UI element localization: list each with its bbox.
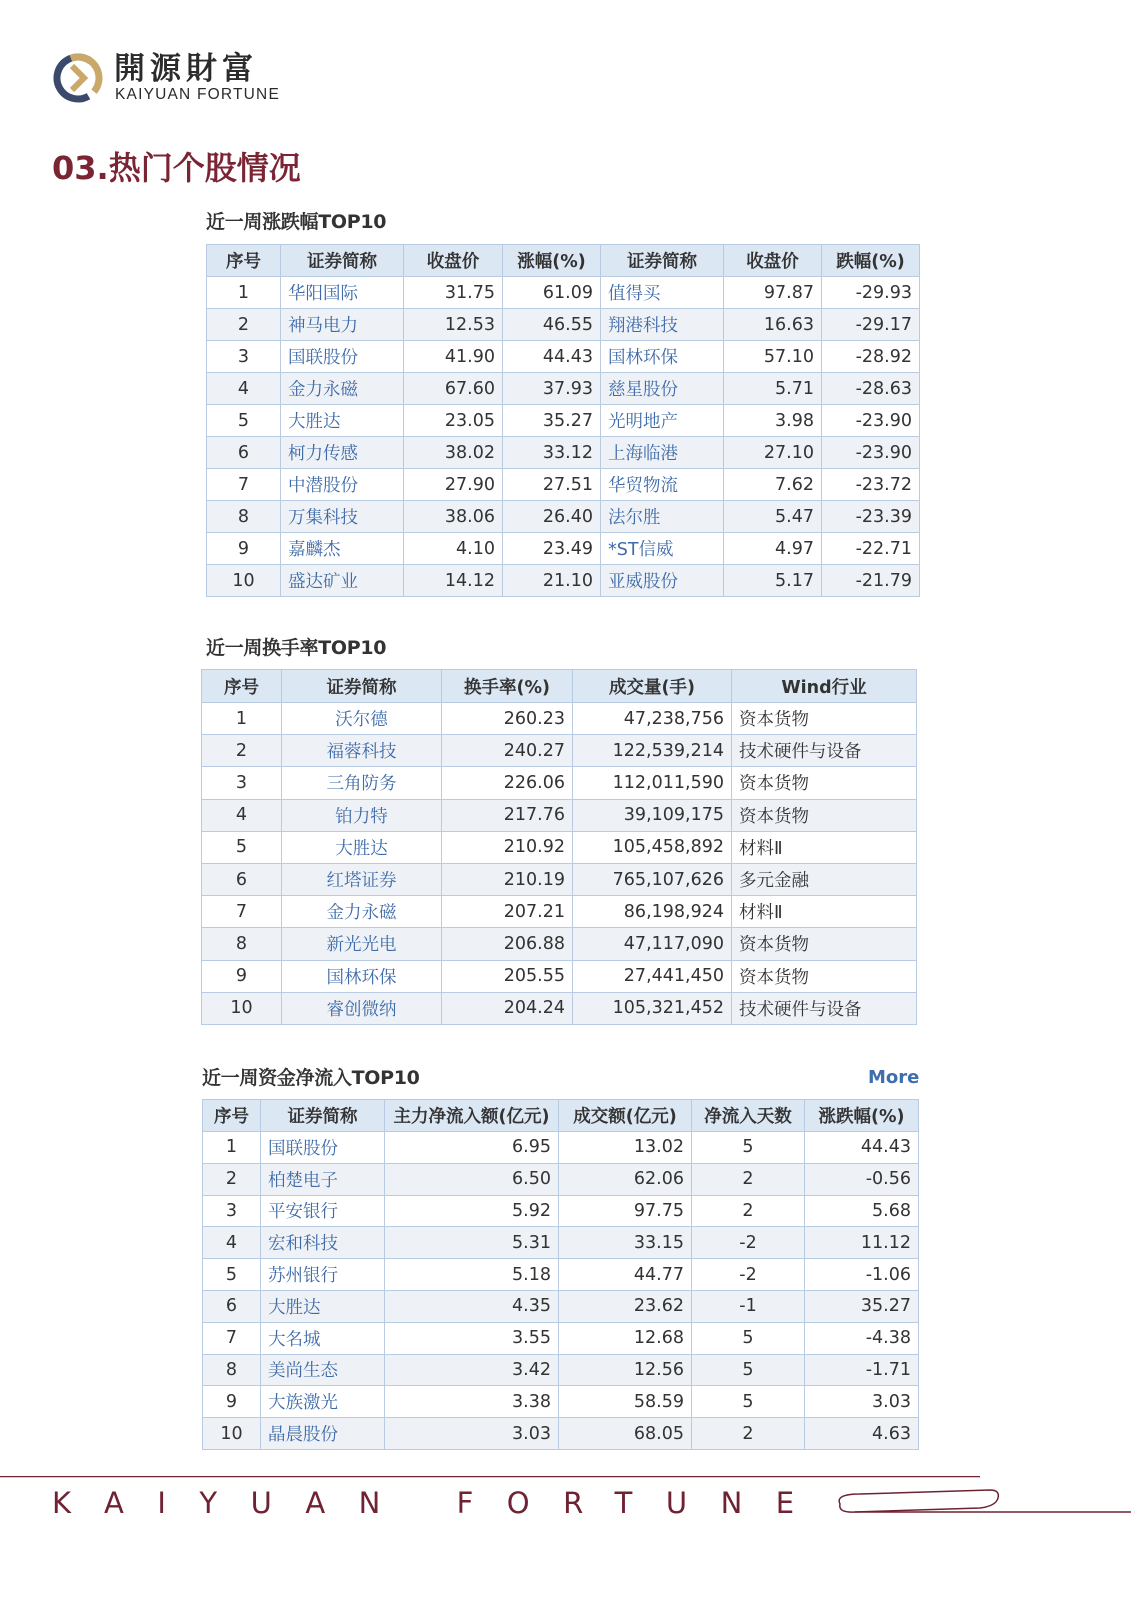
table-cell: 技术硬件与设备 — [732, 992, 917, 1024]
stock-name-link[interactable]: 大名城 — [261, 1322, 385, 1354]
table-net-inflow — [202, 1099, 919, 1450]
table-cell: 2 — [692, 1195, 805, 1227]
table-cell: 765,107,626 — [573, 863, 732, 895]
table-row — [203, 1354, 919, 1386]
table-cell: 5.18 — [385, 1259, 559, 1291]
stock-name-link[interactable]: 福蓉科技 — [282, 735, 442, 767]
table-cell: 204.24 — [442, 992, 573, 1024]
brand-name-cn: 開源財富 — [114, 51, 258, 87]
table-cell: 4 — [207, 373, 281, 405]
table-row — [203, 1418, 919, 1450]
table-cell: -28.63 — [822, 373, 920, 405]
table-cell: -23.90 — [822, 437, 920, 469]
table-cell: 3 — [203, 1195, 261, 1227]
table-cell: 105,458,892 — [573, 831, 732, 863]
table-cell: 3.38 — [385, 1386, 559, 1418]
table-cell: -0.56 — [805, 1163, 919, 1195]
table-cell: 10 — [207, 565, 281, 597]
table-cell: 3.55 — [385, 1322, 559, 1354]
column-header: 证券简称 — [282, 670, 442, 703]
stock-name-link[interactable]: 大胜达 — [282, 831, 442, 863]
stock-name-link[interactable]: 美尚生态 — [261, 1354, 385, 1386]
kaiyuan-logo-icon — [52, 52, 104, 104]
stock-name-link[interactable]: 沃尔德 — [282, 703, 442, 735]
column-header: 收盘价 — [404, 245, 503, 277]
table-cell: 7 — [202, 896, 282, 928]
column-header: 跌幅(%) — [822, 245, 920, 277]
table-cell: -29.17 — [822, 309, 920, 341]
stock-name-link[interactable]: 华贸物流 — [601, 469, 724, 501]
stock-name-link[interactable]: 上海临港 — [601, 437, 724, 469]
table-cell: 4.63 — [805, 1418, 919, 1450]
table-cell: 13.02 — [559, 1132, 692, 1164]
table-cell: 57.10 — [724, 341, 822, 373]
table-row — [202, 992, 917, 1024]
table-cell: 5 — [207, 405, 281, 437]
brand-logo — [52, 52, 312, 108]
section-title-turnover: 近一周换手率TOP10 — [206, 637, 387, 659]
table-cell: 46.55 — [503, 309, 601, 341]
table-cell: 35.27 — [805, 1290, 919, 1322]
stock-name-link[interactable]: 国联股份 — [261, 1132, 385, 1164]
table-row — [203, 1163, 919, 1195]
table-cell: 3 — [207, 341, 281, 373]
table-cell: 5.71 — [724, 373, 822, 405]
column-header: Wind行业 — [732, 670, 917, 703]
table-cell: 112,011,590 — [573, 767, 732, 799]
table-cell: 240.27 — [442, 735, 573, 767]
table-cell: 38.02 — [404, 437, 503, 469]
table-row — [202, 703, 917, 735]
table-cell: 9 — [203, 1386, 261, 1418]
stock-name-link[interactable]: 翔港科技 — [601, 309, 724, 341]
stock-name-link[interactable]: 亚威股份 — [601, 565, 724, 597]
stock-name-link[interactable]: 铂力特 — [282, 799, 442, 831]
more-link[interactable]: More — [868, 1067, 920, 1088]
table-cell: 5.47 — [724, 501, 822, 533]
table-cell: 5 — [692, 1322, 805, 1354]
table-cell: 47,238,756 — [573, 703, 732, 735]
table-cell: 58.59 — [559, 1386, 692, 1418]
table-row — [203, 1195, 919, 1227]
brand-name-en: KAIYUAN FORTUNE — [115, 86, 280, 103]
table-cell: 27,441,450 — [573, 960, 732, 992]
stock-name-link[interactable]: 晶晨股份 — [261, 1418, 385, 1450]
stock-name-link[interactable]: 金力永磁 — [282, 896, 442, 928]
table-cell: 3.98 — [724, 405, 822, 437]
table-cell: 5.31 — [385, 1227, 559, 1259]
table-cell: -1 — [692, 1290, 805, 1322]
table-cell: -23.72 — [822, 469, 920, 501]
stock-name-link[interactable]: 新光光电 — [282, 928, 442, 960]
table-cell: 31.75 — [404, 277, 503, 309]
table-cell: 27.10 — [724, 437, 822, 469]
stock-name-link[interactable]: 宏和科技 — [261, 1227, 385, 1259]
column-header: 序号 — [202, 670, 282, 703]
table-row — [207, 277, 920, 309]
table-row — [202, 767, 917, 799]
table-cell: 23.49 — [503, 533, 601, 565]
table-cell: 5 — [692, 1386, 805, 1418]
table-cell: 多元金融 — [732, 863, 917, 895]
table-cell: 6 — [203, 1290, 261, 1322]
stock-name-link[interactable]: 嘉麟杰 — [281, 533, 404, 565]
table-cell: 材料Ⅱ — [732, 896, 917, 928]
table-row — [207, 373, 920, 405]
table-cell: 217.76 — [442, 799, 573, 831]
table-cell: 5.92 — [385, 1195, 559, 1227]
stock-name-link[interactable]: 苏州银行 — [261, 1259, 385, 1291]
table-row — [203, 1322, 919, 1354]
table-header-row — [202, 670, 917, 703]
table-cell: 资本货物 — [732, 960, 917, 992]
table-cell: 6.50 — [385, 1163, 559, 1195]
table-cell: 206.88 — [442, 928, 573, 960]
stock-name-link[interactable]: 慈星股份 — [601, 373, 724, 405]
table-cell: 3 — [202, 767, 282, 799]
table-cell: 7.62 — [724, 469, 822, 501]
table-cell: 7 — [207, 469, 281, 501]
table-cell: 9 — [207, 533, 281, 565]
table-cell: 3.03 — [805, 1386, 919, 1418]
stock-name-link[interactable]: 三角防务 — [282, 767, 442, 799]
table-cell: 3.03 — [385, 1418, 559, 1450]
table-row — [202, 831, 917, 863]
table-cell: 210.92 — [442, 831, 573, 863]
table-cell: 8 — [203, 1354, 261, 1386]
table-cell: 资本货物 — [732, 767, 917, 799]
table-cell: 86,198,924 — [573, 896, 732, 928]
table-row — [207, 469, 920, 501]
table-row — [203, 1386, 919, 1418]
table-cell: 6.95 — [385, 1132, 559, 1164]
table-header-row — [203, 1100, 919, 1132]
table-cell: 33.15 — [559, 1227, 692, 1259]
table-cell: 4 — [202, 799, 282, 831]
table-cell: 4.97 — [724, 533, 822, 565]
table-cell: 技术硬件与设备 — [732, 735, 917, 767]
stock-name-link[interactable]: 国林环保 — [601, 341, 724, 373]
table-row — [207, 437, 920, 469]
column-header: 证券简称 — [601, 245, 724, 277]
table-cell: 39,109,175 — [573, 799, 732, 831]
table-cell: 210.19 — [442, 863, 573, 895]
stock-name-link[interactable]: 平安银行 — [261, 1195, 385, 1227]
stock-name-link[interactable]: 华阳国际 — [281, 277, 404, 309]
table-cell: 2 — [207, 309, 281, 341]
table-cell: 8 — [207, 501, 281, 533]
table-cell: 4 — [203, 1227, 261, 1259]
table-row — [203, 1132, 919, 1164]
column-header: 证券简称 — [261, 1100, 385, 1132]
stock-name-link[interactable]: 国联股份 — [281, 341, 404, 373]
section-title-net-inflow: 近一周资金净流入TOP10 — [202, 1067, 420, 1089]
table-row — [207, 501, 920, 533]
table-cell: 61.09 — [503, 277, 601, 309]
table-cell: 12.53 — [404, 309, 503, 341]
stock-name-link[interactable]: 光明地产 — [601, 405, 724, 437]
table-cell: 27.90 — [404, 469, 503, 501]
table-cell: 2 — [692, 1163, 805, 1195]
table-cell: -21.79 — [822, 565, 920, 597]
table-row — [202, 735, 917, 767]
table-cell: 207.21 — [442, 896, 573, 928]
table-turnover — [201, 669, 917, 1025]
table-cell: 41.90 — [404, 341, 503, 373]
stock-name-link[interactable]: 值得买 — [601, 277, 724, 309]
table-cell: 材料Ⅱ — [732, 831, 917, 863]
table-cell: 205.55 — [442, 960, 573, 992]
table-cell: 1 — [207, 277, 281, 309]
table-row — [202, 928, 917, 960]
stock-name-link[interactable]: 金力永磁 — [281, 373, 404, 405]
column-header: 涨跌幅(%) — [805, 1100, 919, 1132]
table-cell: 26.40 — [503, 501, 601, 533]
table-row — [203, 1227, 919, 1259]
table-cell: 33.12 — [503, 437, 601, 469]
table-row — [207, 341, 920, 373]
table-cell: 38.06 — [404, 501, 503, 533]
table-cell: 97.87 — [724, 277, 822, 309]
stock-name-link[interactable]: 睿创微纳 — [282, 992, 442, 1024]
table-cell: 44.77 — [559, 1259, 692, 1291]
table-row — [202, 960, 917, 992]
column-header: 涨幅(%) — [503, 245, 601, 277]
table-cell: 5 — [203, 1259, 261, 1291]
table-cell: 1 — [203, 1132, 261, 1164]
table-cell: 9 — [202, 960, 282, 992]
table-cell: 35.27 — [503, 405, 601, 437]
table-row — [202, 896, 917, 928]
column-header: 净流入天数 — [692, 1100, 805, 1132]
page-title: 03.热门个股情况 — [52, 149, 301, 187]
stock-name-link[interactable]: 盛达矿业 — [281, 565, 404, 597]
table-cell: 资本货物 — [732, 928, 917, 960]
table-row — [207, 533, 920, 565]
table-row — [203, 1290, 919, 1322]
column-header: 成交额(亿元) — [559, 1100, 692, 1132]
table-cell: 资本货物 — [732, 703, 917, 735]
table-cell: 44.43 — [805, 1132, 919, 1164]
table-cell: -4.38 — [805, 1322, 919, 1354]
section-title-change: 近一周涨跌幅TOP10 — [206, 211, 387, 233]
stock-name-link[interactable]: 中潜股份 — [281, 469, 404, 501]
table-cell: 2 — [203, 1163, 261, 1195]
stock-name-link[interactable]: 大胜达 — [281, 405, 404, 437]
table-cell: 44.43 — [503, 341, 601, 373]
table-cell: 资本货物 — [732, 799, 917, 831]
table-cell: 5.17 — [724, 565, 822, 597]
stock-name-link[interactable]: 红塔证券 — [282, 863, 442, 895]
table-cell: 67.60 — [404, 373, 503, 405]
table-cell: 12.56 — [559, 1354, 692, 1386]
footer-brand-text: KAIYUAN FORTUNE — [52, 1486, 828, 1520]
table-cell: -23.39 — [822, 501, 920, 533]
table-cell: 105,321,452 — [573, 992, 732, 1024]
table-cell: -22.71 — [822, 533, 920, 565]
table-cell: 11.12 — [805, 1227, 919, 1259]
table-price-change — [206, 244, 920, 597]
column-header: 序号 — [207, 245, 281, 277]
table-cell: 97.75 — [559, 1195, 692, 1227]
stock-name-link[interactable]: 万集科技 — [281, 501, 404, 533]
table-cell: 12.68 — [559, 1322, 692, 1354]
column-header: 证券简称 — [281, 245, 404, 277]
column-header: 成交量(手) — [573, 670, 732, 703]
table-cell: -1.06 — [805, 1259, 919, 1291]
table-cell: -23.90 — [822, 405, 920, 437]
table-cell: 14.12 — [404, 565, 503, 597]
table-cell: 23.05 — [404, 405, 503, 437]
column-header: 收盘价 — [724, 245, 822, 277]
table-cell: 7 — [203, 1322, 261, 1354]
table-header-row — [207, 245, 920, 277]
table-cell: 4.35 — [385, 1290, 559, 1322]
table-cell: -1.71 — [805, 1354, 919, 1386]
table-cell: 5 — [202, 831, 282, 863]
stock-name-link[interactable]: 柯力传感 — [281, 437, 404, 469]
table-cell: 4.10 — [404, 533, 503, 565]
table-cell: 2 — [692, 1418, 805, 1450]
table-cell: 16.63 — [724, 309, 822, 341]
stock-name-link[interactable]: 大族激光 — [261, 1386, 385, 1418]
table-cell: 6 — [202, 863, 282, 895]
table-cell: 226.06 — [442, 767, 573, 799]
table-cell: 62.06 — [559, 1163, 692, 1195]
table-cell: 2 — [202, 735, 282, 767]
stock-name-link[interactable]: 神马电力 — [281, 309, 404, 341]
table-cell: 260.23 — [442, 703, 573, 735]
column-header: 序号 — [203, 1100, 261, 1132]
stock-name-link[interactable]: 柏楚电子 — [261, 1163, 385, 1195]
table-cell: 5 — [692, 1354, 805, 1386]
table-cell: 21.10 — [503, 565, 601, 597]
table-cell: 27.51 — [503, 469, 601, 501]
table-cell: 3.42 — [385, 1354, 559, 1386]
table-cell: 68.05 — [559, 1418, 692, 1450]
table-cell: 8 — [202, 928, 282, 960]
table-cell: 122,539,214 — [573, 735, 732, 767]
table-cell: 10 — [202, 992, 282, 1024]
table-cell: -28.92 — [822, 341, 920, 373]
table-cell: 5.68 — [805, 1195, 919, 1227]
table-cell: 1 — [202, 703, 282, 735]
table-row — [202, 799, 917, 831]
table-cell: 23.62 — [559, 1290, 692, 1322]
table-row — [207, 309, 920, 341]
stock-name-link[interactable]: 大胜达 — [261, 1290, 385, 1322]
table-cell: -2 — [692, 1227, 805, 1259]
table-cell: 37.93 — [503, 373, 601, 405]
table-row — [207, 565, 920, 597]
table-cell: 47,117,090 — [573, 928, 732, 960]
table-cell: 6 — [207, 437, 281, 469]
column-header: 换手率(%) — [442, 670, 573, 703]
stock-name-link[interactable]: 国林环保 — [282, 960, 442, 992]
stock-name-link[interactable]: *ST信威 — [601, 533, 724, 565]
table-row — [203, 1259, 919, 1291]
column-header: 主力净流入额(亿元) — [385, 1100, 559, 1132]
table-cell: 5 — [692, 1132, 805, 1164]
table-row — [202, 863, 917, 895]
table-cell: -29.93 — [822, 277, 920, 309]
table-cell: 10 — [203, 1418, 261, 1450]
table-row — [207, 405, 920, 437]
stock-name-link[interactable]: 法尔胜 — [601, 501, 724, 533]
table-cell: -2 — [692, 1259, 805, 1291]
